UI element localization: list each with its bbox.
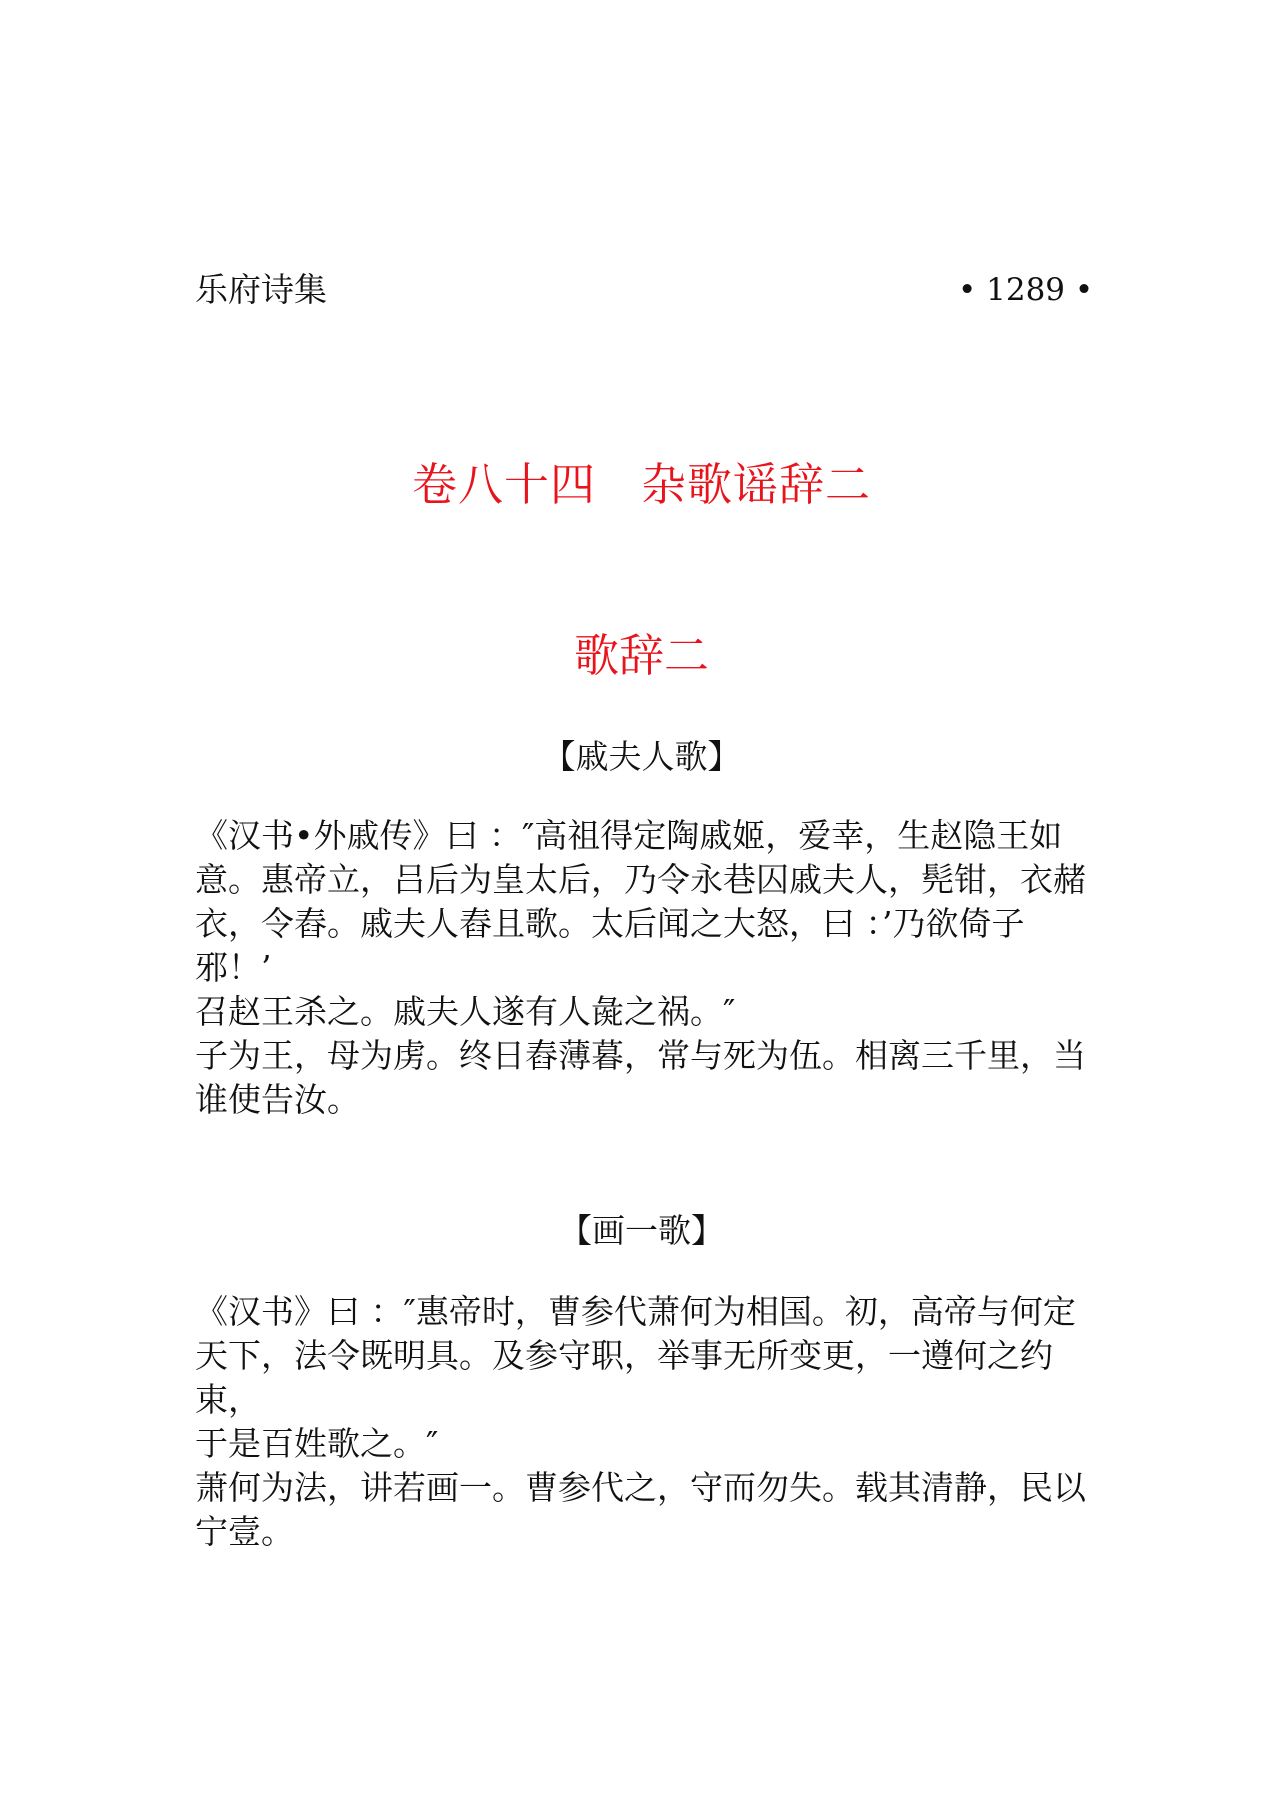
poem-title: 【画一歌】 <box>559 1211 724 1250</box>
page-number: • 1289 • <box>958 272 1094 308</box>
poem-title: 【戚夫人歌】 <box>542 737 741 776</box>
section-title: 歌辞二 <box>573 629 709 682</box>
volume-subject: 杂歌谣辞二 <box>641 458 872 511</box>
poem-intro-line: 意。惠帝立，吕后为皇太后，乃令永巷囚戚夫人，髡钳，衣赭 <box>195 860 1086 899</box>
poem-intro-line: 于是百姓歌之。″ <box>195 1424 439 1463</box>
poem-intro-line: 召赵王杀之。戚夫人遂有人彘之祸。″ <box>195 992 736 1031</box>
poem-intro-line: 《汉书•外戚传》曰 ：″高祖得定陶戚姬，爱幸，生赵隐王如 <box>195 816 1063 855</box>
poem-text-line: 子为王，母为虏。终日舂薄暮，常与死为伍。相离三千里，当 <box>195 1036 1086 1075</box>
poem-body <box>195 814 1095 1122</box>
poem-intro-line: 天下，法令既明具。及参守职，举事无所变更，一遵何之约束， <box>195 1336 1053 1419</box>
volume-title <box>0 455 1283 515</box>
poem-body <box>195 1290 1095 1554</box>
poem-text-line: 宁壹。 <box>195 1512 294 1551</box>
volume-number: 卷八十四 <box>411 458 596 511</box>
poem-intro-line: 衣，令舂。戚夫人舂且歌。太后闻之大怒，曰 ：’乃欲倚子邪！’ <box>195 904 1025 987</box>
poem-text-line: 萧何为法，讲若画一。曹参代之，守而勿失。载其清静，民以 <box>195 1468 1086 1507</box>
poem-text-line: 谁使告汝。 <box>195 1080 360 1119</box>
book-title: 乐府诗集 <box>195 270 327 309</box>
poem-intro-line: 《汉书》曰 ：″惠帝时，曹参代萧何为相国。初，高帝与何定 <box>195 1292 1076 1331</box>
